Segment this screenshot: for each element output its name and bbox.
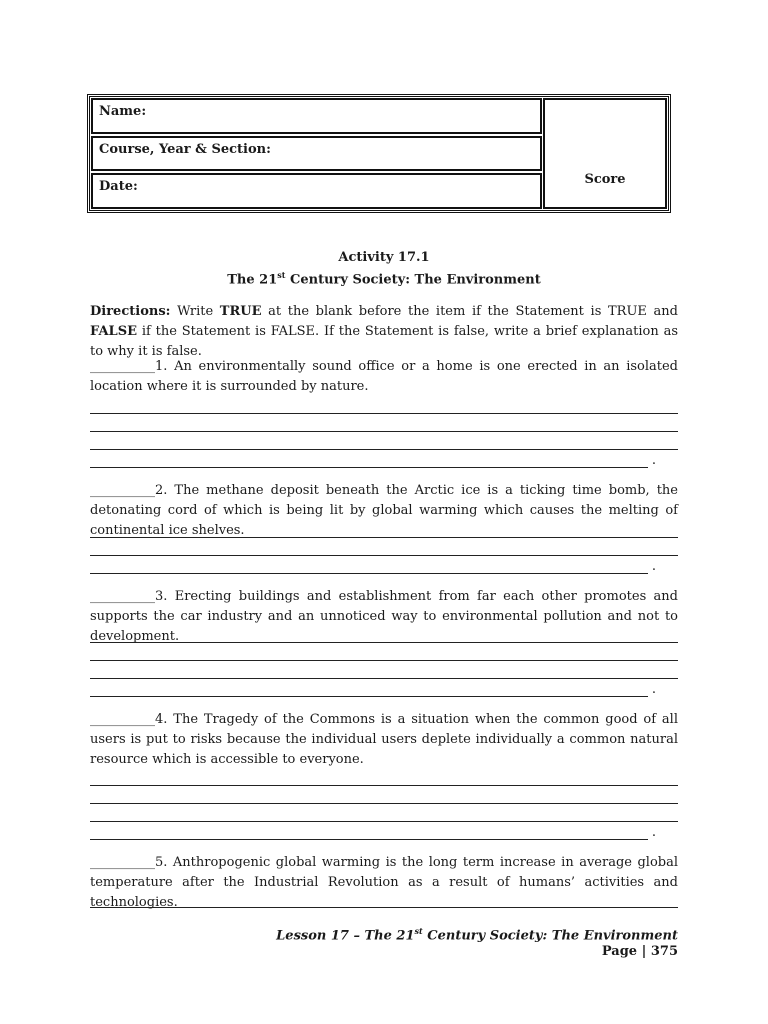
write-line[interactable]	[90, 396, 678, 414]
write-line[interactable]	[90, 679, 648, 697]
date-field[interactable]	[91, 173, 542, 209]
name-label: Name:	[99, 104, 147, 119]
item-text: 5. Anthropogenic global warming is the long term increase in average global temperature after the Industrial Revolution as a result of humans’ activities and technologies.	[90, 855, 678, 910]
explanation-lines-2[interactable]	[90, 520, 678, 574]
date-label: Date:	[99, 179, 138, 195]
answer-blank[interactable]: __________	[90, 855, 155, 870]
write-line[interactable]	[90, 556, 648, 574]
item-4	[90, 710, 678, 770]
score-label: Score	[584, 172, 626, 187]
write-line[interactable]	[90, 450, 648, 468]
item-text: 1. An environmentally sound office or a home is one erected in an isolated location where it is surrounded by nature.	[90, 359, 678, 394]
write-line[interactable]	[90, 822, 648, 840]
course-label: Course, Year & Section:	[99, 141, 271, 157]
item-text: 3. Erecting buildings and establishment from far each other promotes and supports the car industry and an unnoticed way to environmental pollution and not to development.	[90, 589, 678, 644]
activity-number: Activity 17.1	[338, 250, 430, 265]
student-fields	[90, 97, 542, 210]
write-line[interactable]	[90, 768, 678, 786]
directions: Directions: Write TRUE at the blank before the item if the Statement is TRUE and FALSE if the Statement is FALSE. If the Statement is false, write a brief explanation as to why it is false.	[90, 304, 678, 359]
name-field[interactable]	[91, 98, 542, 134]
write-line[interactable]	[90, 890, 678, 908]
write-line[interactable]	[90, 804, 678, 822]
answer-blank[interactable]: __________	[90, 712, 155, 727]
explanation-lines-1[interactable]	[90, 396, 678, 468]
course-field[interactable]	[91, 136, 542, 172]
answer-blank[interactable]: __________	[90, 483, 155, 498]
write-line[interactable]	[90, 661, 678, 679]
answer-blank[interactable]: __________	[90, 589, 155, 604]
activity-title: The 21st Century Society: The Environment	[227, 270, 541, 288]
write-line[interactable]	[90, 786, 678, 804]
explanation-lines-5[interactable]	[90, 890, 678, 908]
write-line[interactable]	[90, 538, 678, 556]
item-text: 2. The methane deposit beneath the Arctic ice is a ticking time bomb, the detonating cord of which is being lit by global warming which causes the melting of continental ice shelves.	[90, 483, 678, 538]
write-line[interactable]	[90, 520, 678, 538]
item-text: 4. The Tragedy of the Commons is a situation when the common good of all users is put to risks because the individual users deplete individually a common natural resource which is accessible to everyone.	[90, 712, 678, 767]
student-info-box	[87, 94, 671, 213]
page-number: Page | 375	[601, 944, 678, 959]
explanation-lines-3[interactable]	[90, 625, 678, 697]
explanation-lines-4[interactable]	[90, 768, 678, 840]
directions-label: Directions:	[90, 304, 171, 319]
write-line[interactable]	[90, 432, 678, 450]
lesson-footer: Lesson 17 – The 21st Century Society: The Environment	[276, 926, 678, 944]
write-line[interactable]	[90, 643, 678, 661]
answer-blank[interactable]: __________	[90, 359, 155, 374]
score-box[interactable]	[543, 98, 667, 209]
write-line[interactable]	[90, 625, 678, 643]
item-1	[90, 357, 678, 397]
write-line[interactable]	[90, 414, 678, 432]
